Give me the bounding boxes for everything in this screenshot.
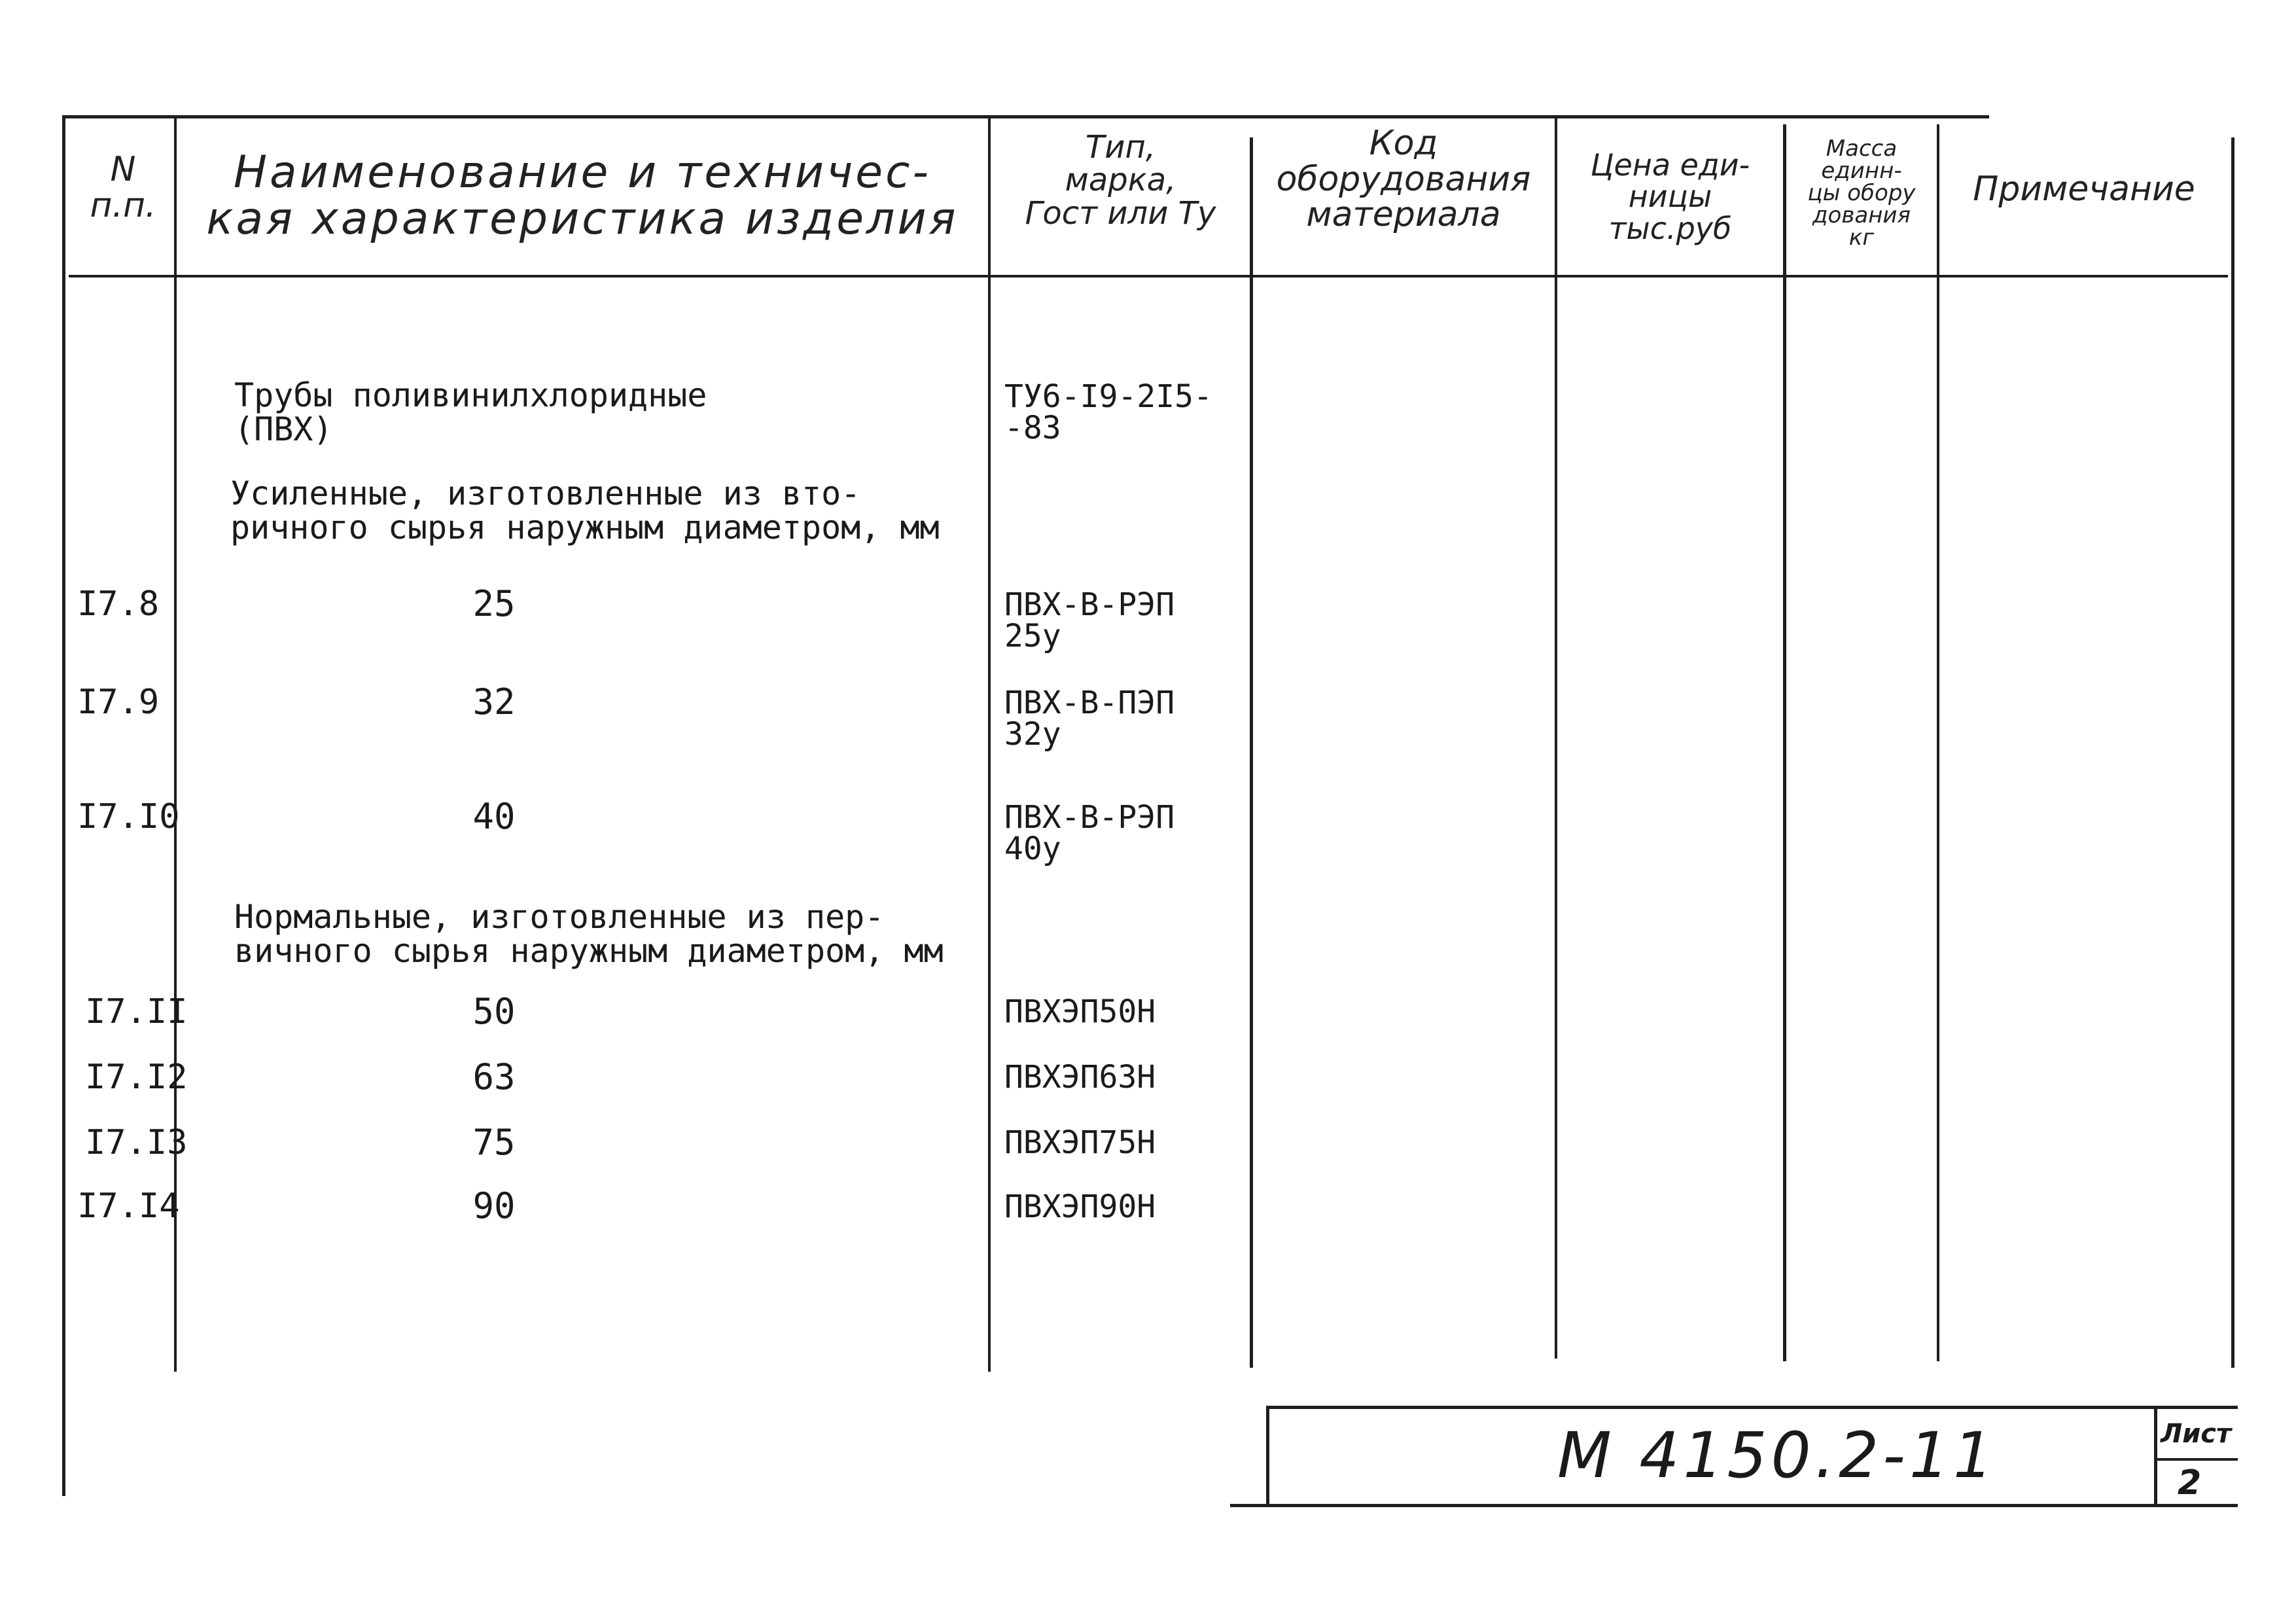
section-title: Трубы поливинилхлоридные (ПВХ) bbox=[234, 376, 707, 448]
row-number: I7.I2 bbox=[85, 1058, 188, 1097]
row-diameter: 50 bbox=[472, 991, 516, 1032]
header-col-mass: Масса единн- цы обору дования кг bbox=[1807, 135, 1916, 251]
row-number: I7.9 bbox=[77, 683, 160, 722]
header-col-note: Примечание bbox=[1973, 169, 2195, 209]
left-outer-border bbox=[62, 115, 65, 1496]
col-divider-2 bbox=[988, 115, 991, 1372]
stamp-bottom-border bbox=[1230, 1504, 2238, 1507]
stamp-sheet-divider bbox=[2154, 1406, 2157, 1505]
stamp-sheet-separator bbox=[2156, 1458, 2238, 1461]
col-divider-1 bbox=[174, 115, 177, 1372]
col-divider-4 bbox=[1555, 115, 1557, 1359]
row-number: I7.8 bbox=[77, 584, 160, 624]
section-spec: ТУ6-I9-2I5- -83 bbox=[1004, 378, 1212, 446]
header-bottom-border bbox=[69, 275, 2228, 277]
sheet-label: Лист bbox=[2161, 1419, 2232, 1449]
row-diameter: 25 bbox=[472, 583, 516, 624]
row-diameter: 40 bbox=[472, 796, 516, 837]
row-number: I7.I3 bbox=[85, 1123, 188, 1162]
row-mark: ПВХЭП63Н bbox=[1004, 1059, 1156, 1096]
subsection-normal: Нормальные, изготовленные из пер- вичного сырья наружным диаметром, мм bbox=[234, 898, 944, 970]
table-top-border bbox=[62, 115, 1989, 118]
row-diameter: 75 bbox=[472, 1122, 516, 1163]
right-outer-border bbox=[2231, 137, 2234, 1368]
row-diameter: 90 bbox=[472, 1185, 516, 1226]
row-mark: ПВХЭП75Н bbox=[1004, 1124, 1156, 1161]
row-mark: ПВХ-В-ПЭП 32у bbox=[1004, 685, 1175, 753]
row-number: I7.I0 bbox=[77, 797, 180, 836]
header-col-type: Тип, марка, Гост или Ту bbox=[1025, 129, 1216, 232]
header-col-price: Цена еди- ницы тыс.руб bbox=[1590, 147, 1750, 246]
header-col-name: Наименование и техничес- кая характеристика изделия bbox=[206, 147, 959, 245]
stamp-left-border bbox=[1266, 1406, 1269, 1505]
row-number: I7.II bbox=[85, 992, 188, 1031]
subsection-reinforced: Усиленные, изготовленные из вто- ричного сырья наружным диаметром, мм bbox=[230, 474, 940, 546]
sheet-number: 2 bbox=[2178, 1463, 2202, 1503]
row-mark: ПВХЭП90Н bbox=[1004, 1188, 1156, 1225]
row-mark: ПВХЭП50Н bbox=[1004, 993, 1156, 1030]
document-number: М 4150.2-11 bbox=[1557, 1419, 1998, 1492]
col-divider-5 bbox=[1783, 124, 1786, 1361]
row-diameter: 63 bbox=[472, 1056, 516, 1097]
header-col-code: Код оборудования материала bbox=[1276, 124, 1531, 235]
col-divider-3 bbox=[1250, 137, 1253, 1368]
col-divider-6 bbox=[1937, 124, 1939, 1361]
stamp-top-border bbox=[1266, 1406, 2238, 1409]
row-diameter: 32 bbox=[472, 681, 516, 722]
row-mark: ПВХ-В-РЭП 40у bbox=[1004, 799, 1175, 867]
header-col-num: N п.п. bbox=[90, 150, 156, 225]
row-mark: ПВХ-В-РЭП 25у bbox=[1004, 586, 1175, 654]
row-number: I7.I4 bbox=[77, 1186, 180, 1226]
